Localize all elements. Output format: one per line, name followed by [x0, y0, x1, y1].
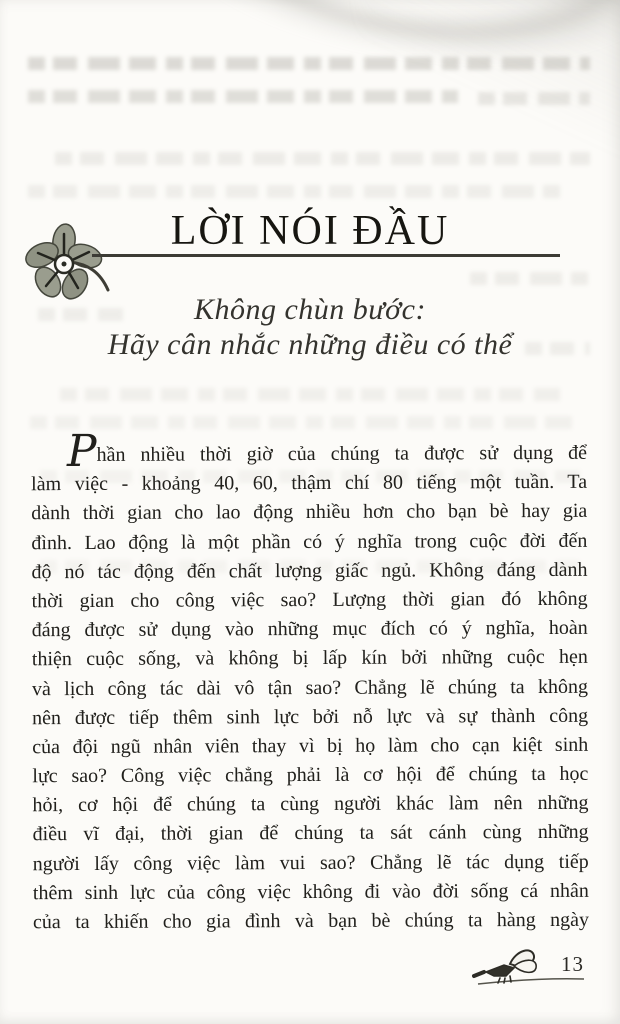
body-text-line: [31, 425, 588, 478]
body-text-line: thời gian cho công việc sao? Lượng thời gian đó không: [31, 587, 588, 613]
body-text-line: làm việc - khoảng 40, 60, thậm chí 80 tiếng một tuần. Ta: [31, 470, 588, 496]
body-text-line: của đội ngũ nhân viên thay vì bị họ làm cho cạn kiệt sinh: [32, 733, 589, 759]
body-text-line: người lấy công việc làm vui sao? Chẳng lẽ tác dụng tiếp: [32, 850, 589, 875]
drop-cap: P: [66, 425, 95, 478]
bleedthrough-line: [55, 152, 590, 165]
body-text-line: nên được tiếp thêm sinh lực bởi nỗ lực và sự thành công: [32, 704, 589, 729]
body-text-line: đình. Lao động là một phần có ý nghĩa trong cuộc đời đến: [31, 529, 588, 554]
bleedthrough-line: [60, 388, 560, 401]
body-paragraph: [31, 425, 590, 938]
scan-corner-shadow: [360, 0, 620, 160]
bleedthrough-line: [28, 57, 590, 70]
body-text-line: của ta khiến cho gia đình và bạn bè chúng ta hàng ngày: [32, 908, 590, 934]
body-text-line: hỏi, cơ hội để chúng ta cùng người khác làm nên những: [32, 792, 589, 817]
page-footer: [470, 938, 590, 996]
body-text-line: đáng được sử dụng vào những mục đích có ý nghĩa, hoàn: [31, 616, 588, 642]
body-text-line: lực sao? Công việc chẳng phải là cơ hội để chúng ta học: [32, 762, 589, 788]
bleedthrough-line: [28, 90, 458, 103]
chapter-subtitle: [0, 292, 620, 362]
bleedthrough-line: [470, 272, 588, 285]
bleedthrough-line: [478, 92, 590, 105]
body-text-line: độ nó tác động đến chất lượng giấc ngủ. Không đáng dành: [31, 558, 588, 583]
body-text-line: thêm sinh lực của công việc không đi vào đời sống cá nhân: [32, 879, 589, 905]
body-text-line: thiện cuộc sống, và không bị lấp kín bởi những cuộc hẹn: [31, 646, 588, 671]
bleedthrough-line: [30, 416, 578, 429]
subtitle-line-1: Không chùn bước:: [193, 293, 426, 326]
chapter-title: LỜI NÓI ĐẦU: [170, 208, 450, 254]
bleedthrough-line: [28, 185, 560, 198]
subtitle-line-2: Hãy cân nhắc những điều có thể: [107, 328, 513, 361]
body-text-line: điều vĩ đại, thời gian để chúng ta sát cánh cùng những: [32, 821, 589, 846]
title-rule: [92, 254, 560, 257]
page-number: 13: [561, 952, 584, 976]
body-text-line: và lịch công tác dài vô tận sao? Chẳng lẽ chúng ta không: [31, 675, 589, 700]
body-text-line: dành thời gian cho lao động nhiều hơn cho bạn bè hay gia: [31, 500, 588, 525]
body-first-line: hần nhiều thời giờ của chúng ta được sử dụng để: [96, 441, 588, 466]
body-lines-container: [31, 468, 589, 937]
